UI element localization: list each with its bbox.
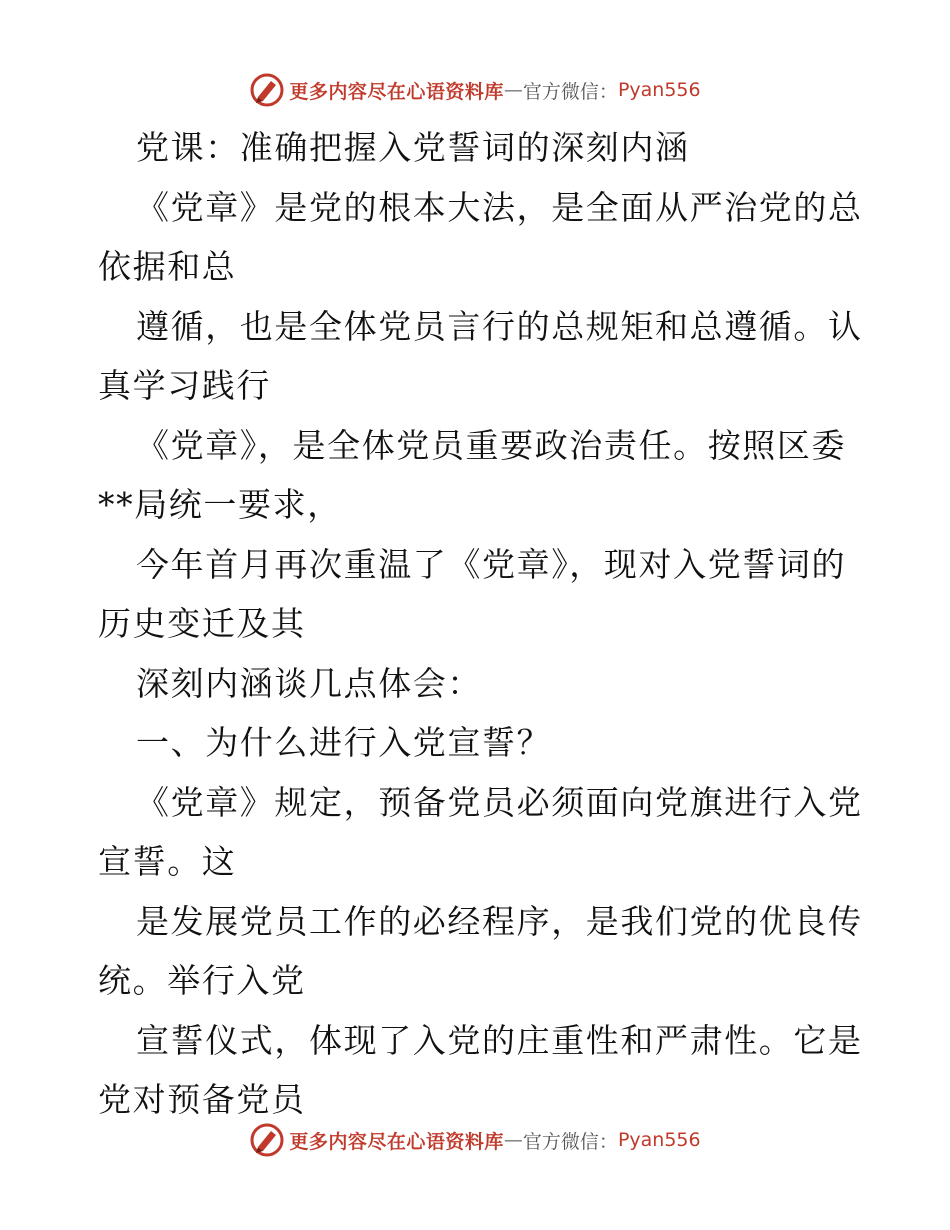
banner-text: 更多内容尽在心语资料库 — [289, 1130, 504, 1153]
banner-text: 更多内容尽在心语资料库 — [289, 80, 504, 103]
paragraph-line: 宣誓仪式，体现了入党的庄重性和严肃性。它是 — [136, 1020, 863, 1060]
paragraph-line: 今年首月再次重温了《党章》，现对入党誓词的 — [136, 544, 847, 584]
paragraph-line: **局统一要求， — [98, 485, 342, 524]
header-banner — [0, 70, 950, 110]
paragraph-line: 依据和总 — [98, 247, 237, 286]
paragraph-line: 历史变迁及其 — [98, 604, 306, 643]
paragraph-line: 是发展党员工作的必经程序，是我们党的优良传 — [136, 901, 863, 941]
paragraph-line: 《党章》，是全体党员重要政治责任。按照区委 — [136, 425, 847, 465]
section-heading: 一、为什么进行入党宣誓？ — [136, 723, 552, 762]
banner-dash: — — [503, 1129, 523, 1151]
footer-banner — [0, 1120, 950, 1160]
banner-wechat-id: Pyan556 — [617, 1129, 701, 1151]
paragraph-line: 真学习践行 — [98, 366, 271, 405]
document-body — [98, 118, 863, 1130]
paragraph-line: 宣誓。这 — [98, 842, 237, 881]
banner-label: 官方微信： — [522, 80, 618, 103]
document-title: 党课：准确把握入党誓词的深刻内涵 — [136, 128, 690, 167]
paragraph-line: 统。举行入党 — [98, 961, 306, 1000]
pen-logo-icon — [249, 1122, 285, 1158]
paragraph-line: 党对预备党员 — [98, 1080, 306, 1119]
paragraph-line: 深刻内涵谈几点体会： — [136, 663, 482, 703]
banner-dash: — — [503, 79, 523, 101]
pen-logo-icon — [249, 72, 285, 108]
paragraph-line: 《党章》规定，预备党员必须面向党旗进行入党 — [136, 782, 863, 822]
paragraph-line: 遵循，也是全体党员言行的总规矩和总遵循。认 — [136, 306, 863, 346]
banner-wechat-id: Pyan556 — [617, 79, 701, 101]
banner-label: 官方微信： — [522, 1130, 618, 1153]
paragraph-line: 《党章》是党的根本大法，是全面从严治党的总 — [136, 187, 863, 227]
